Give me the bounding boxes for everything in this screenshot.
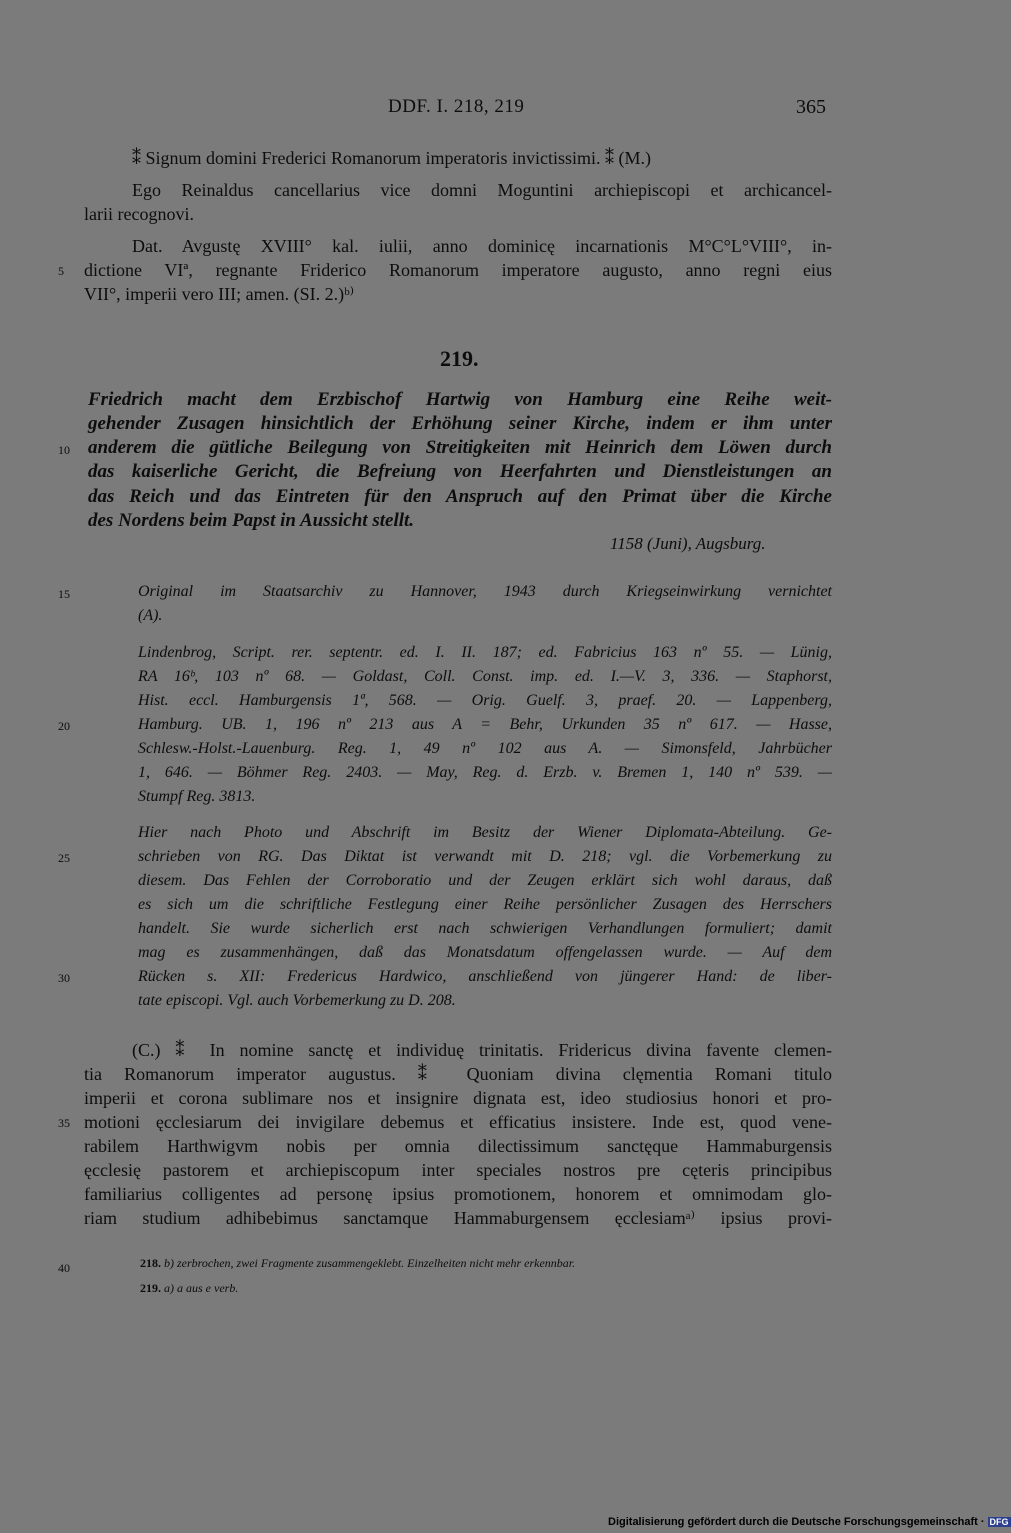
literature-line: Hamburg. UB. 1, 196 nº 213 aus A = Behr, Urkunden 35 nº 617. — Hasse, [138, 716, 832, 733]
literature-line: Lindenbrog, Script. rer. septentr. ed. I. II. 187; ed. Fabricius 163 nº 55. — Lünig, [138, 644, 832, 661]
page-number: 365 [796, 96, 826, 118]
footnote [140, 1281, 238, 1296]
digitization-text: Digitalisierung gefördert durch die Deutsche Forschungsgemeinschaft · [608, 1516, 985, 1528]
charter-text-line: familiarius colligentes ad personę ipsius promotionem, honorem et omnimodam glo- [84, 1184, 832, 1204]
literature-line: Schlesw.-Holst.-Lauenburg. Reg. 1, 49 nº 102 aus A. — Simonsfeld, Jahrbücher [138, 740, 832, 757]
recognition-line: Ego Reinaldus cancellarius vice domni Moguntini archiepiscopi et archicancel- [132, 180, 832, 200]
commentary-line: mag es zusammenhängen, daß das Monatsdatum offengelassen wurde. — Auf dem [138, 944, 832, 961]
charter-text-line: tia Romanorum imperator augustus. ⁑ Quoniam divina clęmentia Romani titulo [84, 1064, 832, 1084]
document-number: 219. [440, 346, 479, 371]
dfg-logo: DFG [989, 1517, 1009, 1527]
regest-line: das kaiserliche Gericht, die Befreiung von Heerfahrten und Dienstleistungen an [88, 461, 832, 482]
charter-text-line: riam studium adhibebimus sanctamque Hammaburgensem ęcclesiamᵃ⁾ ipsius provi- [84, 1208, 832, 1228]
line-number: 10 [58, 443, 70, 457]
commentary-line: schrieben von RG. Das Diktat ist verwandt mit D. 218; vgl. die Vorbemerkung zu [138, 848, 832, 865]
line-number: 30 [58, 971, 70, 985]
literature-line: RA 16ᵇ, 103 nº 68. — Goldast, Coll. Const. imp. ed. I.—V. 3, 336. — Staphorst, [138, 668, 832, 685]
commentary-line: Rücken s. XII: Fredericus Hardwico, anschließend von jüngerer Hand: de liber- [138, 968, 832, 985]
footnote-text: a) a aus e verb. [164, 1281, 239, 1295]
line-number: 25 [58, 851, 70, 865]
regest-line: des Nordens beim Papst in Aussicht stellt. [88, 510, 415, 531]
literature-line: Hist. eccl. Hamburgensis 1ª, 568. — Orig. Guelf. 3, praef. 20. — Lappenberg, [138, 692, 832, 709]
line-number: 15 [58, 587, 70, 601]
dating-line: Dat. Avgustę XVIII° kal. iulii, anno dominicę incarnationis M°C°L°VIII°, in- [132, 236, 832, 256]
dating-line: VII°, imperii vero III; amen. (SI. 2.)ᵇ⁾ [84, 284, 355, 304]
tradition-line: Original im Staatsarchiv zu Hannover, 1943 durch Kriegseinwirkung vernichtet [138, 583, 832, 600]
signum-line: ⁑ Signum domini Frederici Romanorum imperatoris invictissimi. ⁑ (M.) [132, 148, 651, 168]
commentary-line: diesem. Das Fehlen der Corroboratio und der Zeugen erklärt sich wohl daraus, daß [138, 872, 832, 889]
line-number: 5 [58, 264, 64, 278]
regest-line: Friedrich macht dem Erzbischof Hartwig von Hamburg eine Reihe weit- [88, 389, 832, 410]
running-head: DDF. I. 218, 219 [388, 96, 525, 117]
recognition-line: larii recognovi. [84, 204, 194, 224]
line-number: 40 [58, 1261, 70, 1275]
literature-line: Stumpf Reg. 3813. [138, 788, 256, 805]
commentary-line: Hier nach Photo und Abschrift im Besitz der Wiener Diplomata-Abteilung. Ge- [138, 824, 832, 841]
literature-line: 1, 646. — Böhmer Reg. 2403. — May, Reg. d. Erzb. v. Bremen 1, 140 nº 539. — [138, 764, 832, 781]
regest-line: gehender Zusagen hinsichtlich der Erhöhung seiner Kirche, indem er ihm unter [88, 413, 832, 434]
footnote-label: 219. [140, 1281, 161, 1295]
charter-text-line: (C.) ⁑ In nomine sanctę et individuę trinitatis. Fridericus divina favente clemen- [132, 1040, 832, 1060]
commentary-line: handelt. Sie wurde sicherlich erst nach schwierigen Verhandlungen formuliert; damit [138, 920, 832, 937]
charter-text-line: ęcclesię pastorem et archiepiscopum inter speciales nostros pre cęteris principibus [84, 1160, 832, 1180]
date-place: 1158 (Juni), Augsburg. [610, 534, 766, 553]
commentary-line: tate episcopi. Vgl. auch Vorbemerkung zu D. 208. [138, 992, 456, 1009]
charter-text-line: imperii et corona sublimare nos et insignire dignata est, ideo studiosius honori et pro- [84, 1088, 832, 1108]
charter-text-line: motioni ęcclesiarum dei invigilare debemus et efficatius insistere. Inde est, quod vene- [84, 1112, 832, 1132]
line-number: 35 [58, 1116, 70, 1130]
tradition-line: (A). [138, 607, 163, 624]
regest-line: das Reich und das Eintreten für den Anspruch auf den Primat über die Kirche [88, 486, 832, 507]
charter-text-line: rabilem Harthwigvm nobis per omnia dilectissimum sanctęque Hammaburgensis [84, 1136, 832, 1156]
dating-line: dictione VIª, regnante Friderico Romanorum imperatore augusto, anno regni eius [84, 260, 832, 280]
footnote-label: 218. [140, 1256, 161, 1270]
regest-line: anderem die gütliche Beilegung von Streitigkeiten mit Heinrich dem Löwen durch [88, 437, 832, 458]
footnote [140, 1256, 575, 1271]
digitization-note [608, 1516, 1011, 1528]
line-number: 20 [58, 719, 70, 733]
commentary-line: es sich um die schriftliche Festlegung einer Reihe persönlicher Zusagen des Herrschers [138, 896, 832, 913]
footnote-text: b) zerbrochen, zwei Fragmente zusammengeklebt. Einzelheiten nicht mehr erkennbar. [164, 1256, 576, 1270]
